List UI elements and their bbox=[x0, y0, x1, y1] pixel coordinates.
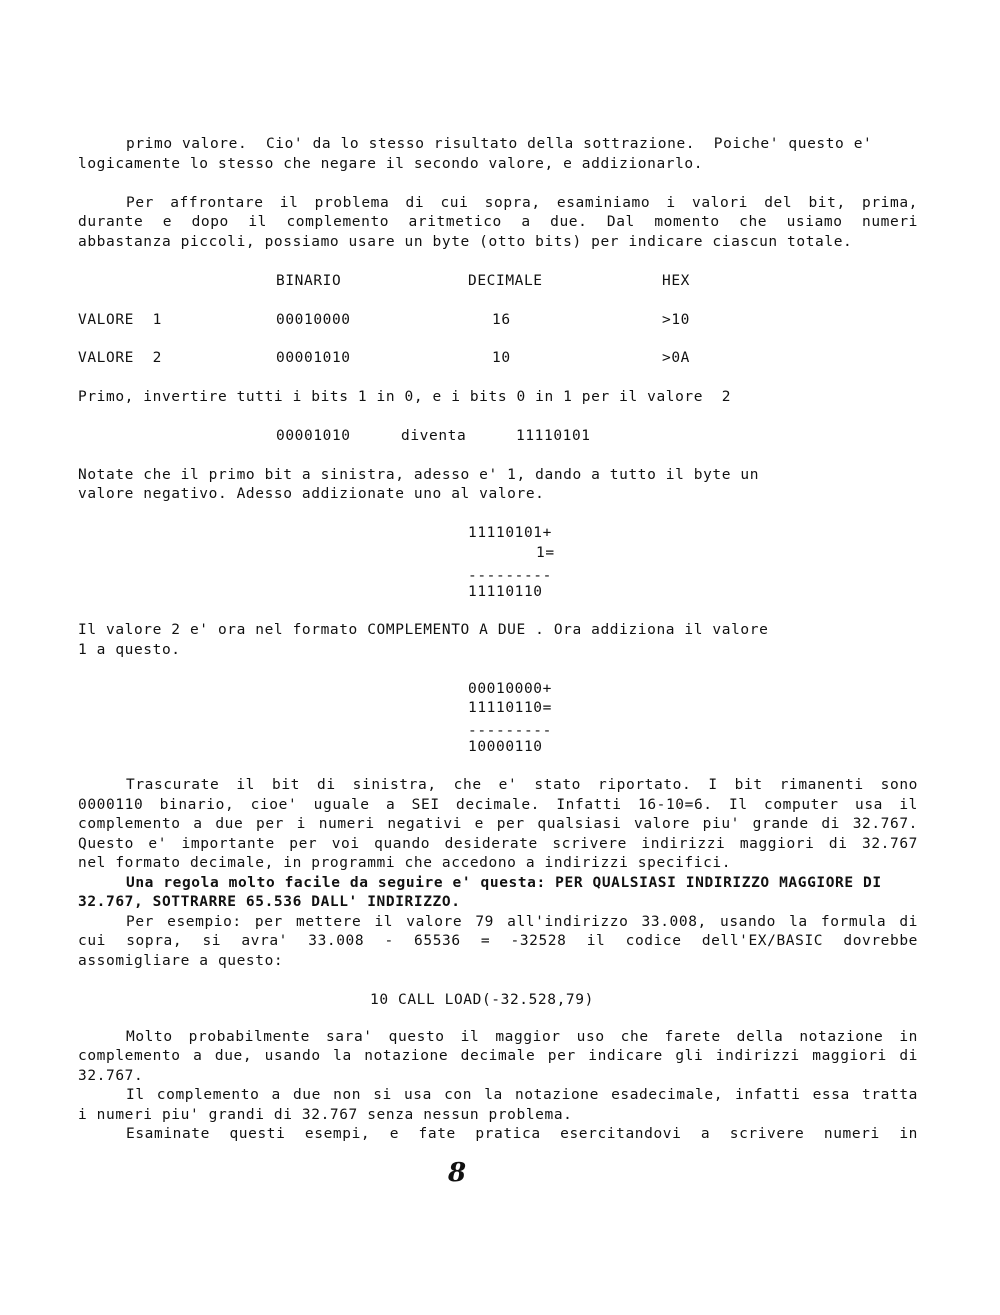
paragraph-6-line-2: complemento a due, usando la notazione decimale per indicare gli indirizzi maggiori di bbox=[78, 1048, 918, 1064]
paragraph-6-line-1: Molto probabilmente sara' questo il maggior uso che farete della notazione in bbox=[126, 1029, 918, 1045]
paragraph-3-line-1: Notate che il primo bit a sinistra, adesso e' 1, dando a tutto il byte un bbox=[78, 467, 760, 483]
paragraph-2-line-3: abbastanza piccoli, possiamo usare un byte (otto bits) per indicare ciascun totale. bbox=[78, 234, 853, 250]
invert-intro: Primo, invertire tutti i bits 1 in 0, e i bits 0 in 1 per il valore 2 bbox=[78, 389, 732, 405]
paragraph-4-line-1: Il valore 2 e' ora nel formato COMPLEMENTO A DUE . Ora addiziona il valore bbox=[78, 622, 769, 638]
header-binario: BINARIO bbox=[276, 273, 342, 289]
paragraph-6-line-4: Il complemento a due non si usa con la notazione esadecimale, infatti essa tratta bbox=[126, 1087, 918, 1103]
paragraph-5-line-5: nel formato decimale, in programmi che accedono a indirizzi specifici. bbox=[78, 855, 732, 871]
paragraph-6-line-3: 32.767. bbox=[78, 1068, 144, 1084]
paragraph-1-line-2: logicamente lo stesso che negare il secondo valore, e addizionarlo. bbox=[78, 156, 704, 172]
calc-2-rule: --------- bbox=[468, 723, 552, 739]
invert-word: diventa bbox=[401, 428, 467, 444]
paragraph-1-line-1: primo valore. Cio' da lo stesso risultato della sottrazione. Poiche' questo e' bbox=[126, 136, 873, 152]
code-line: 10 CALL LOAD(-32.528,79) bbox=[370, 992, 594, 1008]
paragraph-5-line-2: 0000110 binario, cioe' uguale a SEI decimale. Infatti 16-10=6. Il computer usa il bbox=[78, 797, 918, 813]
paragraph-5-line-8: Per esempio: per mettere il valore 79 all'indirizzo 33.008, usando la formula di bbox=[126, 914, 918, 930]
row-1-binary: 00010000 bbox=[276, 312, 351, 328]
paragraph-6-line-6: Esaminate questi esempi, e fate pratica esercitandovi a scrivere numeri in bbox=[126, 1126, 918, 1142]
calc-2-operand-b: 11110110= bbox=[468, 700, 552, 716]
row-2-decimal: 10 bbox=[492, 350, 511, 366]
paragraph-5-line-9: cui sopra, si avra' 33.008 - 65536 = -32528 il codice dell'EX/BASIC dovrebbe bbox=[78, 933, 918, 949]
invert-from: 00001010 bbox=[276, 428, 351, 444]
calc-1-operand-b: 1= bbox=[536, 545, 555, 561]
paragraph-5-line-7: 32.767, SOTTRARRE 65.536 DALL' INDIRIZZO. bbox=[78, 894, 461, 910]
calc-1-rule: --------- bbox=[468, 568, 552, 584]
calc-2-operand-a: 00010000+ bbox=[468, 681, 552, 697]
paragraph-5-line-1: Trascurate il bit di sinistra, che e' stato riportato. I bit rimanenti sono bbox=[126, 777, 918, 793]
row-1-decimal: 16 bbox=[492, 312, 511, 328]
paragraph-2-line-2: durante e dopo il complemento aritmetico a due. Dal momento che usiamo numeri bbox=[78, 214, 918, 230]
row-1-hex: >10 bbox=[662, 312, 690, 328]
paragraph-5-line-3: complemento a due per i numeri negativi e per qualsiasi valore piu' grande di 32.767. bbox=[78, 816, 918, 832]
calc-1-result: 11110110 bbox=[468, 584, 543, 600]
paragraph-2-line-1: Per affrontare il problema di cui sopra, esaminiamo i valori del bit, prima, bbox=[126, 195, 918, 211]
paragraph-5-line-4: Questo e' importante per voi quando desiderate scrivere indirizzi maggiori di 32.767 bbox=[78, 836, 918, 852]
header-hex: HEX bbox=[662, 273, 690, 289]
paragraph-3-line-2: valore negativo. Adesso addizionate uno al valore. bbox=[78, 486, 545, 502]
calc-1-operand-a: 11110101+ bbox=[468, 525, 552, 541]
paragraph-5-line-10: assomigliare a questo: bbox=[78, 953, 284, 969]
invert-to: 11110101 bbox=[516, 428, 591, 444]
header-decimale: DECIMALE bbox=[468, 273, 543, 289]
paragraph-5-line-6: Una regola molto facile da seguire e' questa: PER QUALSIASI INDIRIZZO MAGGIORE DI bbox=[126, 875, 882, 891]
row-2-label: VALORE 2 bbox=[78, 350, 162, 366]
calc-2-result: 10000110 bbox=[468, 739, 543, 755]
row-1-label: VALORE 1 bbox=[78, 312, 162, 328]
paragraph-6-line-5: i numeri piu' grandi di 32.767 senza nessun problema. bbox=[78, 1107, 573, 1123]
paragraph-4-line-2: 1 a questo. bbox=[78, 642, 181, 658]
row-2-hex: >0A bbox=[662, 350, 690, 366]
page-number: 8 bbox=[448, 1158, 467, 1188]
row-2-binary: 00001010 bbox=[276, 350, 351, 366]
